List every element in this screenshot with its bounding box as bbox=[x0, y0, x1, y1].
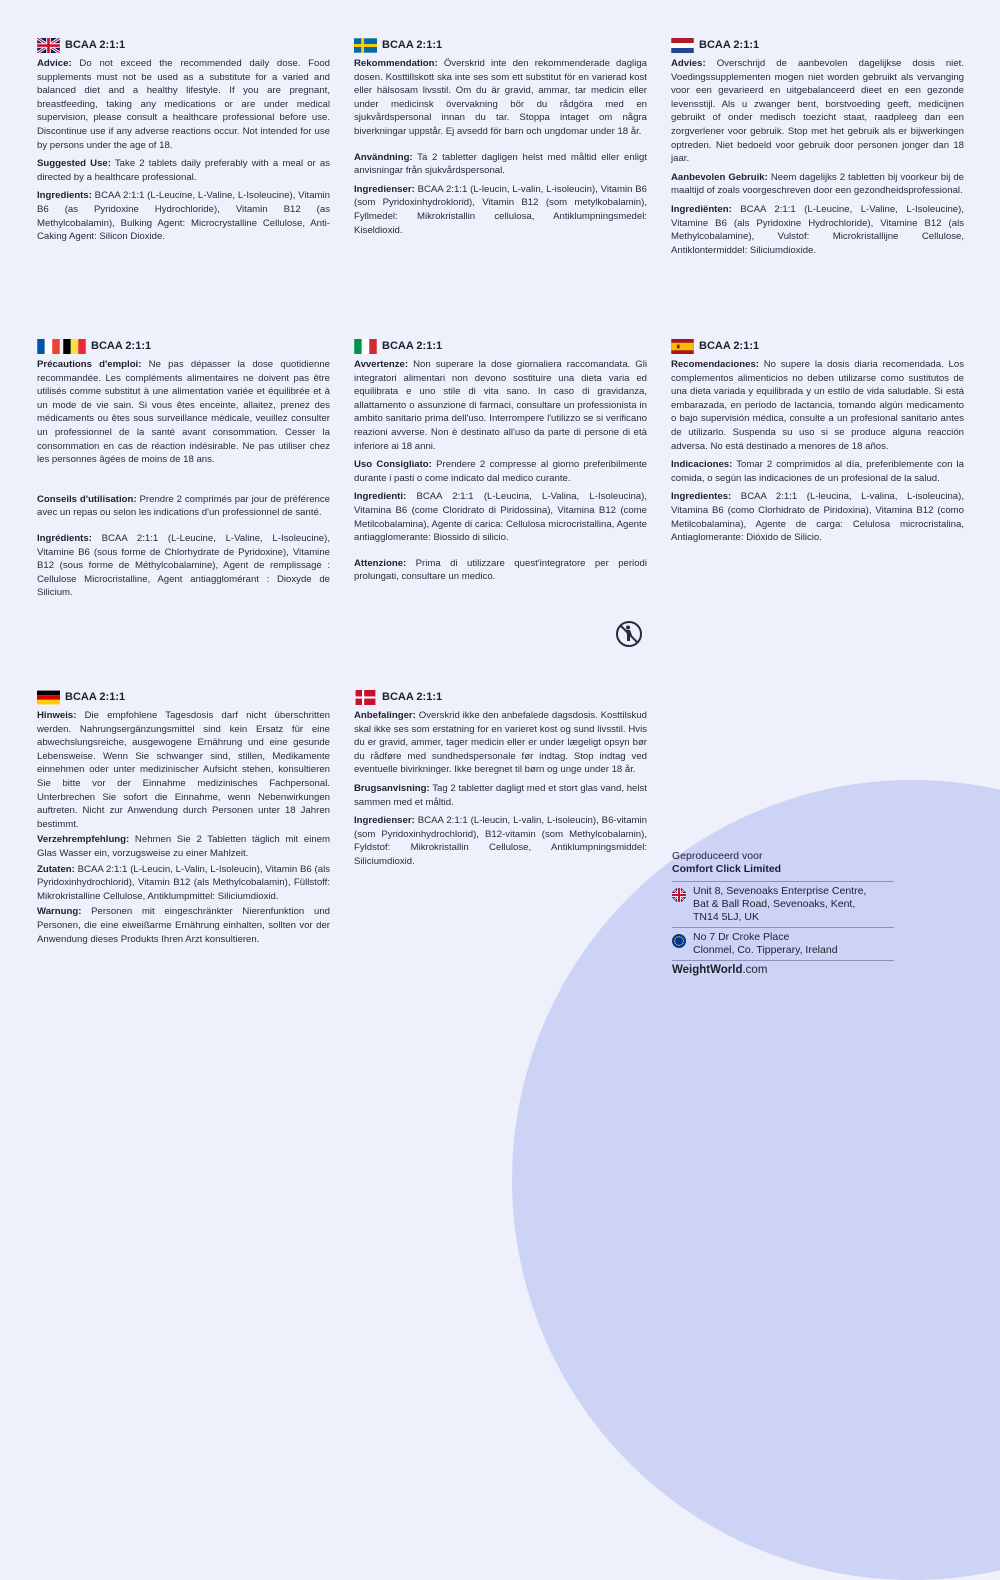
sweden-flag-icon bbox=[354, 38, 377, 53]
section-header bbox=[37, 38, 330, 53]
ingredients-paragraph: Ingredienser: BCAA 2:1:1 (L-leucin, L-valin, L-isoleucin), B6-vitamin (som Pyridoxinhydrochlorid), B12-vitamin (som Methylcobalamin), Fyldstof: Mikrokristallin Cellulose, Antiklumpningsmiddel: Siliciumdioxid. bbox=[354, 815, 647, 867]
denmark-flag-icon bbox=[354, 690, 377, 705]
uk-address-row bbox=[672, 881, 894, 927]
uk-flag-icon bbox=[672, 888, 686, 924]
section-english bbox=[37, 38, 330, 249]
section-spanish bbox=[671, 339, 964, 550]
usage-paragraph: Användning: Ta 2 tabletter dagligen helst med måltid eller enligt anvisningar från sjukvårdspersonal. bbox=[354, 151, 647, 177]
advice-paragraph: Précautions d'emploi: Ne pas dépasser la dose quotidienne recommandée. Les compléments alimentaires ne doivent pas être utilisés comme substitut à une alimentation variée et équilibrée et à un mode de vie sain. Si vous êtes enceinte, allaitez, prenez des médicaments ou êtes sous surveillance médicale, veuillez consulter un professionnel de la santé avant consommation. Cesser la consommation en cas de réaction indésirable. Ne pas utiliser chez les personnes âgées de moins de 18 ans. bbox=[37, 359, 330, 466]
eu-address-row bbox=[672, 927, 894, 960]
section-dutch bbox=[671, 38, 964, 262]
advice-paragraph: Hinweis: Die empfohlene Tagesdosis darf nicht überschritten werden. Nahrungsergänzungsmittel sind kein Ersatz für eine abwechslungsreiche, ausgewogene Ernährung und eine gesunde Lebensweise. Wenn Sie schwanger sind, stillen, Medikamente einnehmen oder unter medizinischer Aufsicht stehen, konsultieren Sie bitte vor der Einnahme medizinisches Fachpersonal. Unterbrechen Sie sofort die Einnahme, wenn Nebenwirkungen auftreten. Nicht zur Anwendung durch Personen unter 18 Jahren bestimmt. bbox=[37, 710, 330, 830]
pregnancy-warning-icon bbox=[615, 620, 643, 648]
usage-paragraph: Conseils d'utilisation: Prendre 2 comprimés par jour de préférence avec un repas ou selon les indications d'un professionnel de santé. bbox=[37, 493, 330, 519]
section-header bbox=[671, 339, 964, 354]
section-title: BCAA 2:1:1 bbox=[65, 690, 126, 703]
company-name: Comfort Click Limited bbox=[672, 863, 782, 875]
france-flag-icon bbox=[37, 339, 60, 354]
section-header bbox=[37, 690, 330, 705]
section-french bbox=[37, 339, 330, 605]
ingredients-paragraph: Ingredientes: BCAA 2:1:1 (L-leucina, L-valina, L-isoleucina), Vitamina B6 (como Clorhidrato de Piridoxina), Vitamina B12 (como Metilcobalamina), Agente de carga: Celulosa microcristalina, Antiaglomerante: Dióxido de Silicio. bbox=[671, 491, 964, 544]
usage-paragraph: Brugsanvisning: Tag 2 tabletter dagligt med et stort glas vand, helst sammen med et måltid. bbox=[354, 782, 647, 808]
eu-flag-icon bbox=[672, 934, 686, 957]
section-header bbox=[354, 690, 647, 705]
section-swedish bbox=[354, 38, 647, 242]
section-title: BCAA 2:1:1 bbox=[699, 38, 760, 51]
ingredients-paragraph: Ingrediënten: BCAA 2:1:1 (L-Leucine, L-Valine, L-Isoleucine), Vitamine B6 (als Pyridoxine Hydrochloride), Vitamine B12 (als Methylcobalamine), Vulstof: Microkristallijne Cellulose, Antiklontermiddel: Siliciumdioxide. bbox=[671, 203, 964, 256]
producer-label: Geproduceerd voor bbox=[672, 850, 763, 862]
advice-paragraph: Recomendaciones: No supere la dosis diaria recomendada. Los complementos alimenticios no deben utilizarse como sustitutos de una dieta variada y equilibrada y un estilo de vida saludable. Si está embarazada, en periodo de lactancia, tomando algún medicamento o bajo supervisión médica, consulte a un profesional sanitario antes de utilizarlo. Suspenda su uso si se produce alguna reacción adversa. No está destinado a menores de 18 años. bbox=[671, 359, 964, 452]
section-german bbox=[37, 690, 330, 948]
ingredients-paragraph: Zutaten: BCAA 2:1:1 (L-Leucin, L-Valin, L-Isoleucin), Vitamin B6 (als Pyridoxinhydrochlorid), Vitamin B12 (als Methylcobalamin), Füllstoff: Mikrokristalline Cellulose, Antiklumpmittel: Siliciumdioxid. bbox=[37, 863, 330, 902]
website: WeightWorld.com bbox=[672, 960, 894, 977]
ingredients-paragraph: Ingredienti: BCAA 2:1:1 (L-Leucina, L-Valina, L-Isoleucina), Vitamina B6 (come Cloridrato di Piridossina), Vitamina B12 (come Metilcobalamina), Agente di carica: Cellulosa microcristallina, Agente antiagglomerante: Biossido di silicio. bbox=[354, 491, 647, 544]
belgium-flag-icon bbox=[63, 339, 86, 354]
section-header bbox=[354, 38, 647, 53]
warning-paragraph: Attenzione: Prima di utilizzare quest'integratore per periodi prolungati, consultare un medico. bbox=[354, 557, 647, 583]
spain-flag-icon bbox=[671, 339, 694, 354]
advice-paragraph: Advies: Overschrijd de aanbevolen dagelijkse dosis niet. Voedingssupplementen mogen niet worden gebruikt als vervanging voor een gevarieerd en uitgebalanceerd dieet en een gezonde levensstijl. Als u zwanger bent, borstvoeding geeft, medicijnen gebruikt of onder medisch toezicht staat, raadpleeg dan een zorgverlener voor gebruik. Stop met het gebruik als er bijwerkingen optreden. Niet bedoeld voor gebruik door personen jonger dan 18 jaar. bbox=[671, 58, 964, 165]
warning-paragraph: Warnung: Personen mit eingeschränkter Nierenfunktion und Personen, die eine eiweißarme Ernährung einhalten, sollten vor der Anwendung dieses Produkts Ihren Arzt konsultieren. bbox=[37, 906, 330, 945]
ingredients-paragraph: Ingredienser: BCAA 2:1:1 (L-leucin, L-valin, L-isoleucin), Vitamin B6 (som Pyridoxinhydroklorid), Vitamin B12 (som metylkobalamin), Fyllmedel: Mikrokristallin cellulosa, Antiklumpningsmedel: Kiseldioxid. bbox=[354, 183, 647, 236]
uk-flag-icon bbox=[37, 38, 60, 53]
eu-address: No 7 Dr Croke Place Clonmel, Co. Tipperary, Ireland bbox=[693, 931, 838, 956]
usage-paragraph: Indicaciones: Tomar 2 comprimidos al día, preferiblemente con la comida, o según las indicaciones de un profesional de la salud. bbox=[671, 459, 964, 484]
section-header bbox=[671, 38, 964, 53]
advice-paragraph: Anbefalinger: Overskrid ikke den anbefalede dagsdosis. Kosttilskud skal ikke ses som erstatning for en varieret kost og sund livsstil. Hvis du er gravid, ammer, tager medicin eller er under lægeligt opsyn bør du rådføre med sundhedspersonale før indtag. Stop indtag ved eventuelle bivirkninger. Ikke beregnet til børn og unge under 18 år. bbox=[354, 710, 647, 776]
usage-paragraph: Suggested Use: Take 2 tablets daily preferably with a meal or as directed by a healthcare professional. bbox=[37, 158, 330, 183]
usage-paragraph: Aanbevolen Gebruik: Neem dagelijks 2 tabletten bij voorkeur bij de maaltijd of zoals voorgeschreven door een gezondheidsprofessional. bbox=[671, 171, 964, 197]
advice-paragraph: Rekommendation: Överskrid inte den rekommenderade dagliga dosen. Kosttillskott ska inte ses som ett substitut för en varierad kost eller hälsosam livsstil. Om du är gravid, ammar, tar medicin eller under medicinsk övervakning bör du rådgöra med en sjukvårdspersonal innan du tar. Stoppa intaget om några biverkningar uppstår. Ej avsedd för barn och ungdomar under 18 år. bbox=[354, 58, 647, 137]
germany-flag-icon bbox=[37, 690, 60, 705]
usage-paragraph: Verzehrempfehlung: Nehmen Sie 2 Tabletten täglich mit einem Glas Wasser ein, vorzugsweise zu einer Mahlzeit. bbox=[37, 834, 330, 859]
section-title: BCAA 2:1:1 bbox=[65, 38, 126, 51]
section-header bbox=[354, 339, 647, 354]
producer-info bbox=[672, 850, 894, 977]
ingredients-paragraph: Ingrédients: BCAA 2:1:1 (L-Leucine, L-Valine, L-Isoleucine), Vitamine B6 (sous forme de Chlorhydrate de Pyridoxine), Vitamine B12 (sous forme de Méthylcobalamine), Agent de remplissage : Cellulose Microcristalline, Agent antiagglomérant : Dioxyde de Silicium. bbox=[37, 532, 330, 599]
section-title: BCAA 2:1:1 bbox=[382, 38, 443, 51]
advice-paragraph: Avvertenze: Non superare la dose giornaliera raccomandata. Gli integratori alimentari non devono sostituire una dieta varia ed equilibrata e uno stile di vita sano. In caso di gravidanza, allattamento o assunzione di farmaci, consultare un professionista in ambito sanitario prima dell'uso. Interrompere l'utilizzo se si verificano reazioni avverse. Non è destinato all'uso da parte di persone di età inferiore ai 18 anni. bbox=[354, 359, 647, 452]
netherlands-flag-icon bbox=[671, 38, 694, 53]
section-italian bbox=[354, 339, 647, 589]
usage-paragraph: Uso Consigliato: Prendere 2 compresse al giorno preferibilmente durante i pasti o come indicato dal medico curante. bbox=[354, 459, 647, 484]
uk-address: Unit 8, Sevenoaks Enterprise Centre, Bat & Ball Road, Sevenoaks, Kent, TN14 5LJ, UK bbox=[693, 885, 867, 923]
italy-flag-icon bbox=[354, 339, 377, 354]
advice-paragraph: Advice: Do not exceed the recommended daily dose. Food supplements must not be used as a substitute for a varied and balanced diet and a healthy lifestyle. If you are pregnant, breastfeeding, taking any medications or are under medical supervision, please consult a healthcare professional before use. Discontinue use if any adverse reactions occur. Not intended for use by persons under the age of 18. bbox=[37, 58, 330, 151]
section-title: BCAA 2:1:1 bbox=[382, 690, 443, 703]
section-title: BCAA 2:1:1 bbox=[382, 339, 443, 352]
ingredients-paragraph: Ingredients: BCAA 2:1:1 (L-Leucine, L-Valine, L-Isoleucine), Vitamin B6 (as Pyridoxine Hydrochloride), Vitamin B12 (as Methylcobalamin), Bulking Agent: Microcrystalline Cellulose, Anti-Caking Agent: Silicon Dioxide. bbox=[37, 190, 330, 243]
section-header bbox=[37, 339, 330, 354]
section-title: BCAA 2:1:1 bbox=[91, 339, 152, 352]
section-title: BCAA 2:1:1 bbox=[699, 339, 760, 352]
section-danish bbox=[354, 690, 647, 874]
